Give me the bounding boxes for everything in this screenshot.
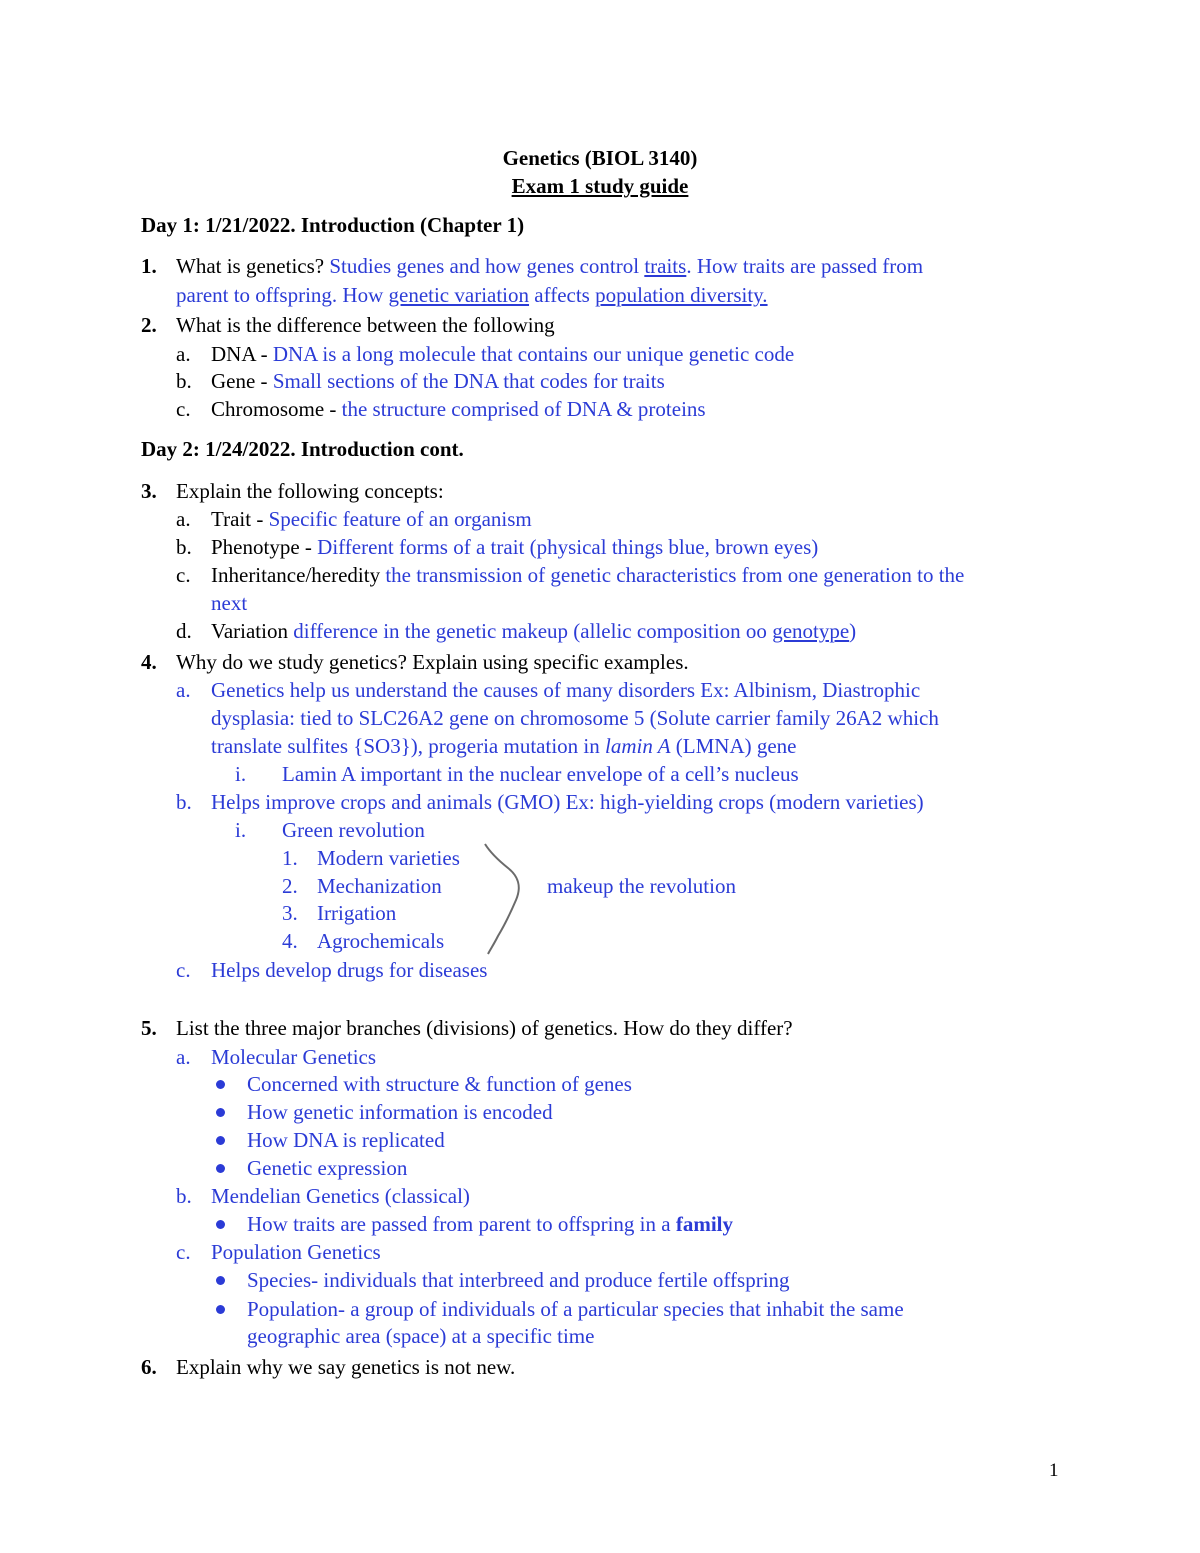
q2-question: What is the difference between the following (176, 313, 555, 337)
q4-letter-c: c. (176, 958, 191, 982)
q5-a-bullet: How DNA is replicated (247, 1128, 445, 1152)
q5-a-bullet: How genetic information is encoded (247, 1100, 553, 1124)
q5-question: List the three major branches (divisions) of genetics. How do they differ? (176, 1016, 793, 1040)
q2-item (211, 369, 665, 393)
q3-term: Trait - (211, 507, 264, 531)
q3-def: Specific feature of an organism (268, 507, 532, 531)
q1-line1 (176, 254, 923, 278)
bullet-dot (216, 1108, 225, 1117)
rev-num: 1. (282, 846, 298, 870)
q3-letter-a: a. (176, 507, 191, 531)
q5-letter-a: a. (176, 1045, 191, 1069)
q3-paren: ) (849, 619, 857, 643)
q1-answer-2: parent to offspring. How (176, 283, 384, 307)
q2-term: DNA - (211, 342, 268, 366)
q4-question: Why do we study genetics? Explain using specific examples. (176, 650, 689, 674)
q3-letter-b: b. (176, 535, 192, 559)
q4-lamin: lamin A (605, 734, 671, 758)
q3-item-c-cont: next (211, 591, 248, 615)
rev-item: Mechanization (317, 874, 442, 898)
q6-number: 6. (141, 1355, 157, 1379)
bullet-dot (216, 1305, 225, 1314)
q2-item (211, 397, 706, 421)
q5-letter-b: b. (176, 1184, 192, 1208)
q4-letter-a: a. (176, 678, 191, 702)
q4-a-line2: dysplasia: tied to SLC26A2 gene on chromosome 5 (Solute carrier family 26A2 which (211, 706, 939, 730)
rev-num: 4. (282, 929, 298, 953)
q2-def: DNA is a long molecule that contains our unique genetic code (272, 342, 795, 366)
bullet-dot (216, 1276, 225, 1285)
q3-term: Variation (211, 619, 288, 643)
q4-a-i: Lamin A important in the nuclear envelope of a cell’s nucleus (282, 762, 799, 786)
q5-number: 5. (141, 1016, 157, 1040)
q4-lmna: (LMNA) gene (675, 734, 797, 758)
q2-term: Chromosome - (211, 397, 337, 421)
q3-genotype: genotype (772, 619, 850, 643)
q1-answer-end: . How traits are passed from (686, 254, 924, 278)
q3-item-b (211, 535, 818, 559)
q4-number: 4. (141, 650, 157, 674)
q3-number: 3. (141, 479, 157, 503)
q5-b-text: How traits are passed from parent to offspring in a (247, 1212, 671, 1236)
q1-affects: affects (534, 283, 590, 307)
q3-letter-c: c. (176, 563, 191, 587)
rev-note: makeup the revolution (547, 874, 736, 898)
rev-item: Agrochemicals (317, 929, 445, 953)
q6-question: Explain why we say genetics is not new. (176, 1355, 516, 1379)
q5-c-bullet: Species- individuals that interbreed and produce fertile offspring (247, 1268, 790, 1292)
q3-item-a (211, 507, 532, 531)
q1-answer: Studies genes and how genes control (329, 254, 640, 278)
q4-a-text: translate sulfites {SO3}), progeria mutation in (211, 734, 600, 758)
q2-item-letter: b. (176, 369, 192, 393)
q5-c-bullet: Population- a group of individuals of a particular species that inhabit the same (247, 1297, 904, 1321)
q2-item-letter: a. (176, 342, 191, 366)
q3-letter-d: d. (176, 619, 192, 643)
rev-item: Irrigation (317, 901, 397, 925)
q5-b-family: family (675, 1212, 733, 1236)
q5-c-title: Population Genetics (211, 1240, 381, 1264)
page-subtitle: Exam 1 study guide (511, 174, 689, 198)
day1-heading: Day 1: 1/21/2022. Introduction (Chapter 1) (141, 213, 525, 237)
q5-c-bullet-cont: geographic area (space) at a specific time (247, 1324, 595, 1348)
q3-term: Phenotype - (211, 535, 312, 559)
bracket-drawing (478, 838, 528, 958)
rev-num: 3. (282, 901, 298, 925)
q3-def: the transmission of genetic characteristics from one generation to the (385, 563, 965, 587)
q2-item (211, 342, 794, 366)
q1-line2 (176, 283, 768, 307)
q1-traits: traits (644, 254, 687, 278)
q5-b-title: Mendelian Genetics (classical) (211, 1184, 470, 1208)
q5-a-title: Molecular Genetics (211, 1045, 377, 1069)
course-title: Genetics (BIOL 3140) (502, 146, 698, 170)
q5-a-bullet: Genetic expression (247, 1156, 408, 1180)
q5-letter-c: c. (176, 1240, 191, 1264)
q2-item-letter: c. (176, 397, 191, 421)
q2-def: the structure comprised of DNA & proteins (341, 397, 706, 421)
q3-item-d (211, 619, 856, 643)
q4-a-i-num: i. (235, 762, 247, 786)
q3-question: Explain the following concepts: (176, 479, 444, 503)
q2-number: 2. (141, 313, 157, 337)
q4-c-line1: Helps develop drugs for diseases (211, 958, 488, 982)
rev-item: Modern varieties (317, 846, 460, 870)
q4-a-line1: Genetics help us understand the causes of many disorders Ex: Albinism, Diastrophic (211, 678, 921, 702)
day2-heading: Day 2: 1/24/2022. Introduction cont. (141, 437, 464, 461)
q5-b-bullet (247, 1212, 733, 1236)
bullet-dot (216, 1080, 225, 1089)
q4-b-i: Green revolution (282, 818, 425, 842)
q3-term: Inheritance/heredity (211, 563, 381, 587)
q4-b-i-num: i. (235, 818, 247, 842)
q2-term: Gene - (211, 369, 268, 393)
q5-a-bullet: Concerned with structure & function of genes (247, 1072, 632, 1096)
q3-def: difference in the genetic makeup (allelic composition oo (293, 619, 767, 643)
q1-population-diversity: population diversity. (595, 283, 768, 307)
q2-def: Small sections of the DNA that codes for traits (272, 369, 665, 393)
q1-number: 1. (141, 254, 157, 278)
q1-genetic-variation: genetic variation (388, 283, 530, 307)
bullet-dot (216, 1164, 225, 1173)
q4-b-line1: Helps improve crops and animals (GMO) Ex: high-yielding crops (modern varieties) (211, 790, 924, 814)
q3-item-c (211, 563, 964, 587)
q3-def: Different forms of a trait (physical things blue, brown eyes) (317, 535, 819, 559)
rev-num: 2. (282, 874, 298, 898)
bullet-dot (216, 1220, 225, 1229)
q4-a-line3 (211, 734, 797, 758)
bullet-dot (216, 1136, 225, 1145)
q1-question: What is genetics? (176, 254, 325, 278)
page-number: 1 (1049, 1460, 1059, 1481)
q4-letter-b: b. (176, 790, 192, 814)
